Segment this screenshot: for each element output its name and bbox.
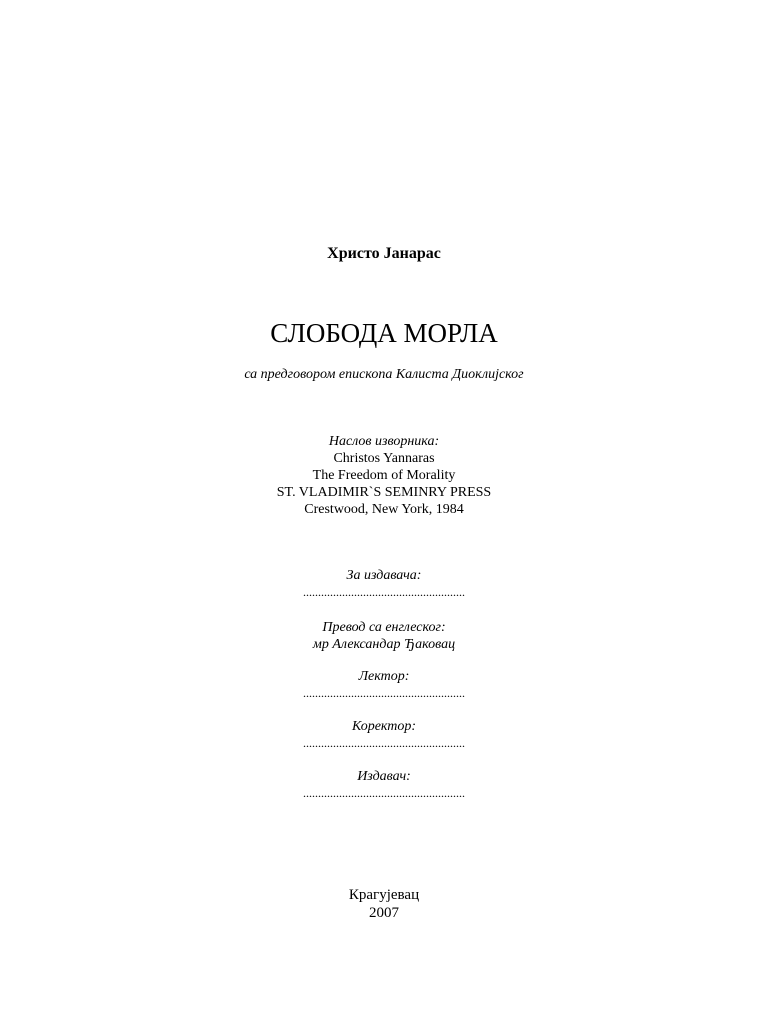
book-subtitle: са предговором епископа Калиста Диоклијског (244, 367, 524, 382)
imprint-city: Крагујевац (348, 887, 420, 903)
book-title: СЛОБОДА МОРЛА (270, 318, 498, 348)
proofreader-label: Коректор: (351, 719, 417, 734)
for-publisher-label: За издавача: (346, 568, 422, 583)
editor-label: Лектор: (358, 669, 410, 684)
translator-name: мр Александар Ђаковац (312, 637, 456, 652)
author-name: Христо Јанарас (327, 245, 441, 262)
for-publisher-blank: ...................................................... (303, 585, 465, 599)
original-author: Christos Yannaras (333, 451, 435, 466)
proofreader-blank: ...................................................... (303, 736, 465, 750)
imprint-year: 2007 (369, 905, 399, 921)
translation-label: Превод са енглеског: (322, 620, 446, 635)
publisher-label: Издавач: (357, 769, 411, 784)
original-publisher: ST. VLADIMIR`S SEMINRY PRESS (276, 485, 492, 500)
editor-blank: ...................................................... (303, 686, 465, 700)
original-place-year: Crestwood, New York, 1984 (304, 502, 464, 517)
original-title-label: Наслов изворника: (328, 434, 440, 449)
publisher-blank: ...................................................... (303, 786, 465, 800)
original-title: The Freedom of Morality (312, 468, 456, 483)
